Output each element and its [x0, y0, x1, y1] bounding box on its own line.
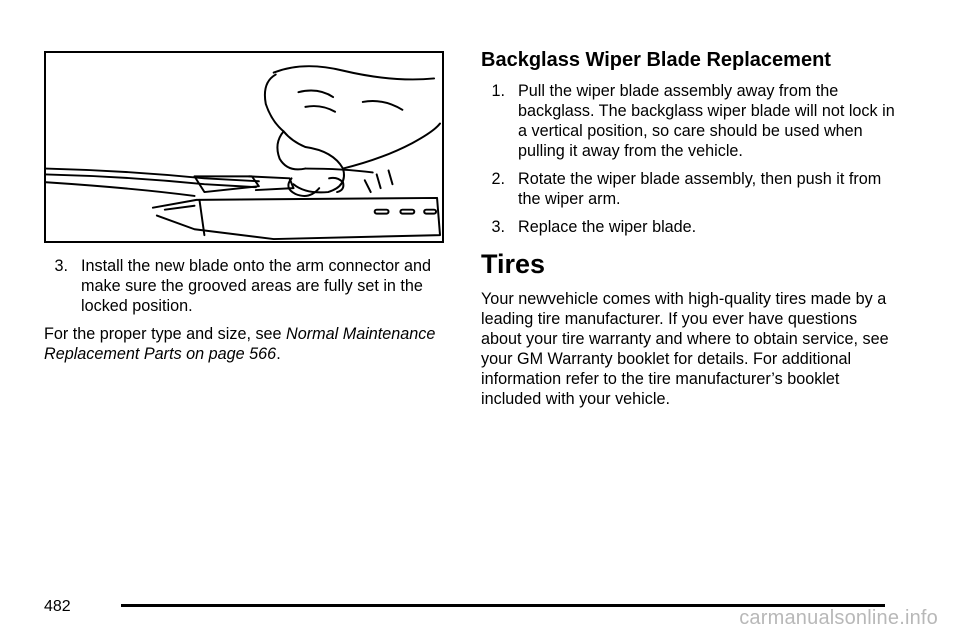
section-heading: Backglass Wiper Blade Replacement — [481, 49, 831, 71]
reference-paragraph — [44, 324, 454, 364]
step-number: 3. — [54, 257, 68, 275]
reference-suffix: . — [276, 345, 281, 363]
list-item — [481, 217, 901, 237]
list-item — [44, 256, 454, 316]
step-number: 3. — [491, 218, 505, 236]
wiper-blade-illustration — [44, 51, 444, 243]
step-text: Pull the wiper blade assembly away from the backglass. The backglass wiper blade will not lock in a vertical position, so care should be used when pulling it away from the vehicle. — [518, 82, 895, 160]
hand-installing-blade-drawing — [46, 53, 442, 241]
step-text: Replace the wiper blade. — [518, 218, 697, 236]
step-number: 1. — [491, 82, 505, 100]
left-column — [44, 256, 454, 364]
step-text: Rotate the wiper blade assembly, then push it from the wiper arm. — [518, 170, 882, 208]
tires-paragraph: Your newvehicle comes with high-quality tires made by a leading tire manufacturer. If you ever have questions about your tire warranty and where to obtain service, see your GM Warranty booklet for details. For additional information refer to the tire manufacturer’s booklet included with your vehicle. — [481, 290, 889, 408]
right-column — [481, 48, 901, 409]
page-number: 482 — [44, 598, 71, 615]
tires-heading: Tires — [481, 249, 546, 279]
list-item — [481, 169, 901, 209]
reference-link[interactable]: Normal Maintenance Replacement Parts on page 566 — [44, 325, 436, 363]
list-item — [481, 81, 901, 161]
backglass-steps — [481, 81, 901, 237]
step-text: Install the new blade onto the arm connector and make sure the grooved areas are fully set in the locked position. — [81, 257, 432, 315]
watermark: carmanualsonline.info — [739, 607, 938, 629]
installation-steps — [44, 256, 454, 316]
reference-prefix: For the proper type and size, see — [44, 325, 287, 343]
step-number: 2. — [491, 170, 505, 188]
